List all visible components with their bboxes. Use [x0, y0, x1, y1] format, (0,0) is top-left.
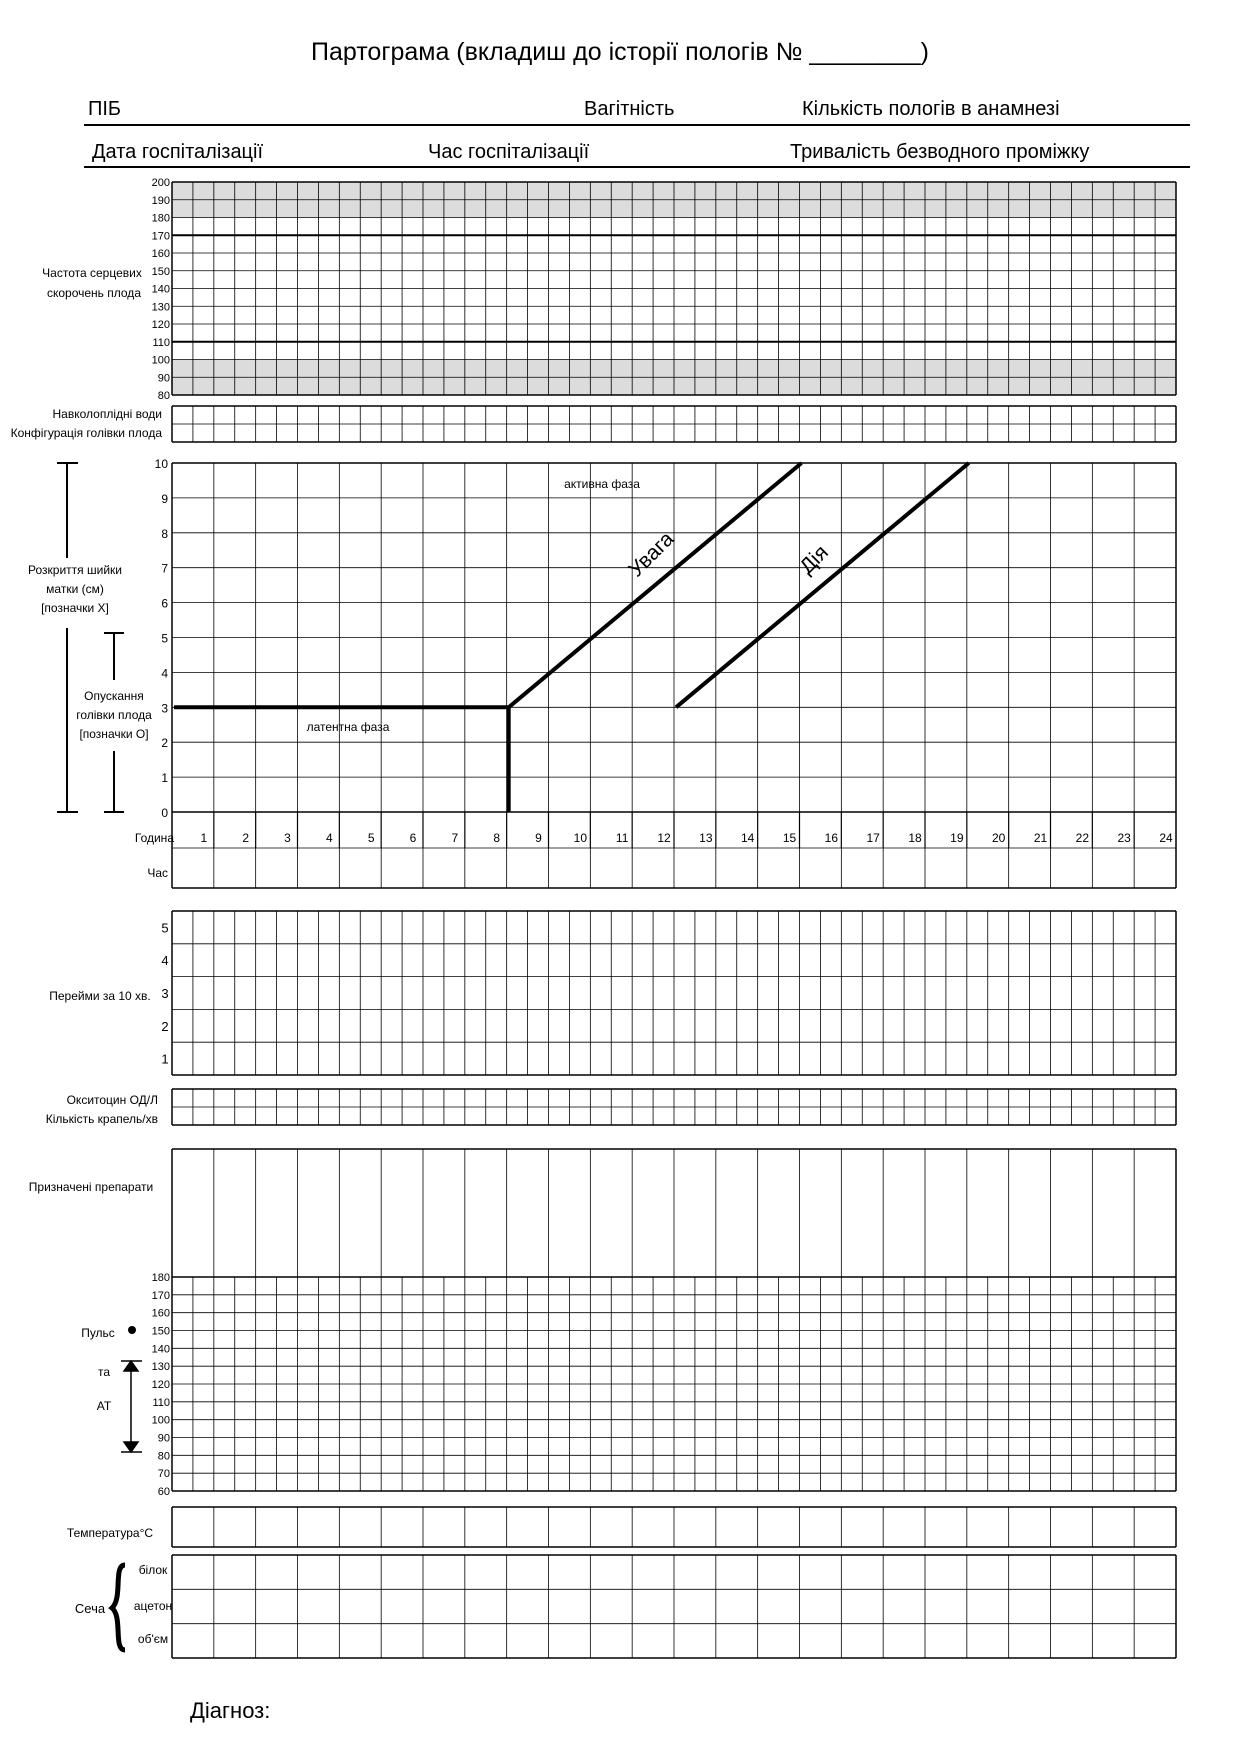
pulse-tick: 120: [151, 1379, 170, 1391]
hour-number: 15: [782, 831, 797, 845]
contractions-grid[interactable]: [172, 911, 1176, 1075]
urine-protein-label: білок: [138, 1563, 168, 1577]
drugs-label: Призначені препарати: [28, 1180, 154, 1194]
descent-bracket: [104, 633, 124, 812]
contraction-tick: 2: [161, 1018, 169, 1034]
hour-number: 16: [824, 831, 839, 845]
urine-acetone-label: ацетон: [133, 1599, 173, 1613]
pulse-label: Пульс: [81, 1326, 115, 1340]
fhr-tick: 180: [151, 212, 170, 225]
cervix-ticks: [155, 457, 169, 820]
cervix-grid[interactable]: [172, 463, 1176, 888]
drugs-section: [29, 1149, 1176, 1277]
fhr-tick: 110: [152, 336, 170, 349]
pulse-ticks: [152, 1272, 170, 1498]
descent-label-3: [позначки О]: [79, 727, 149, 741]
pulse-section: [81, 1272, 1176, 1498]
fhr-tick: 150: [151, 265, 170, 278]
latent-phase-label: латентна фаза: [306, 720, 390, 734]
pulse-tick: 70: [157, 1468, 170, 1481]
pulse-dot-icon: [128, 1326, 136, 1334]
pulse-tick: 140: [151, 1343, 170, 1356]
cervix-tick: 0: [161, 806, 168, 820]
cervix-tick: 8: [161, 526, 168, 541]
temperature-grid[interactable]: [172, 1507, 1176, 1547]
cervix-tick: 3: [161, 701, 168, 716]
admission-date-field[interactable]: Дата госпіталізації: [92, 141, 264, 163]
temperature-label: Температура°С: [66, 1526, 154, 1540]
temperature-section: [67, 1507, 1176, 1547]
dilatation-label-1: Розкриття шийки: [28, 563, 122, 577]
contractions-section: [49, 911, 1176, 1075]
oxytocin-grid[interactable]: [172, 1089, 1176, 1125]
hour-number: 21: [1033, 831, 1048, 845]
pulse-tick: 170: [151, 1289, 170, 1302]
contraction-tick: 5: [161, 920, 169, 936]
fhr-tick: 80: [157, 390, 170, 402]
pulse-tick: 180: [151, 1272, 170, 1284]
fhr-tick: 170: [151, 230, 170, 243]
fhr-tick: 90: [157, 372, 170, 385]
hour-number: 2: [242, 831, 250, 845]
liquor-section: [11, 406, 1176, 442]
liquor-grid[interactable]: [172, 406, 1176, 442]
pulse-tick: 130: [151, 1361, 170, 1374]
action-label: Дія: [795, 540, 833, 579]
fhr-label-2: скорочень плода: [46, 286, 142, 300]
fhr-tick: 100: [151, 354, 170, 367]
cervix-tick: 4: [161, 666, 168, 681]
dilatation-bracket: [57, 463, 78, 812]
hour-number: 5: [367, 831, 375, 845]
dilatation-label-2: матки (см): [46, 582, 104, 596]
fhr-ticks: [152, 177, 170, 402]
admission-time-field[interactable]: Час госпіталізації: [428, 141, 590, 163]
fhr-label: Частота серцевих: [42, 266, 142, 280]
hour-number: 20: [991, 831, 1006, 845]
cervix-tick: 2: [161, 736, 168, 751]
hour-number: 3: [284, 831, 291, 845]
contractions-ticks: [161, 920, 168, 1066]
hour-number: 24: [1159, 831, 1173, 845]
descent-label-1: Опускання: [84, 689, 144, 703]
cervix-tick: 7: [161, 561, 168, 576]
liquor-label: Навколоплідні води: [52, 407, 162, 421]
dilatation-label-3: [позначки Х]: [41, 601, 109, 615]
hour-number: 7: [451, 831, 459, 845]
cervix-section: [28, 457, 1176, 888]
hour-number: 17: [866, 831, 880, 845]
moulding-label: Конфігурація голівки плода: [10, 426, 162, 440]
cervix-tick: 6: [161, 596, 168, 611]
descent-label-2: голівки плода: [76, 708, 152, 722]
cervix-tick: 9: [161, 491, 168, 506]
patient-name-field[interactable]: ПІБ: [88, 98, 122, 120]
urine-section: [75, 1555, 1176, 1658]
hour-number: 10: [573, 831, 588, 845]
hour-number: 14: [740, 831, 755, 845]
fhr-tick: 140: [151, 283, 170, 296]
hour-number: 8: [493, 831, 501, 845]
cervix-tick: 1: [161, 771, 168, 786]
hour-number: 12: [657, 831, 671, 845]
hour-number: 18: [908, 831, 922, 845]
hour-number: 13: [699, 831, 713, 845]
page-title: Партограма (вкладиш до історії пологів № ________): [311, 38, 929, 66]
pulse-tick: 150: [151, 1325, 170, 1338]
diagnosis-label[interactable]: Діагноз:: [190, 1698, 271, 1723]
active-phase-label: активна фаза: [564, 477, 640, 491]
alert-label: Увага: [624, 527, 679, 582]
previous-births-field[interactable]: Кількість пологів в анамнезі: [802, 98, 1060, 120]
fhr-tick: 200: [151, 177, 170, 189]
fhr-tick: 130: [151, 301, 170, 314]
pulse-bp-grid[interactable]: [172, 1277, 1176, 1491]
hour-numbers: [200, 831, 1173, 845]
bp-label: АТ: [96, 1399, 112, 1413]
oxytocin-label: Окситоцин ОД/Л: [66, 1093, 158, 1107]
hour-number: 19: [950, 831, 964, 845]
contraction-tick: 1: [161, 1051, 169, 1067]
pulse-tick: 110: [152, 1396, 170, 1409]
hour-number: 1: [200, 831, 208, 845]
hour-number: 6: [409, 831, 417, 845]
hour-number: 9: [535, 831, 542, 845]
contraction-tick: 4: [161, 953, 169, 969]
drugs-grid[interactable]: [172, 1149, 1176, 1277]
fhr-tick: 120: [151, 319, 170, 331]
hour-number: 11: [615, 831, 629, 845]
urine-brace-icon: [112, 1565, 125, 1650]
time-label: Час: [147, 866, 168, 880]
cervix-tick: 5: [161, 631, 168, 646]
contractions-label: Перейми за 10 хв.: [49, 989, 151, 1003]
cervix-tick: 10: [154, 457, 168, 471]
bp-arrow-icon: [121, 1361, 142, 1452]
hour-number: 23: [1117, 831, 1131, 845]
contraction-tick: 3: [161, 986, 169, 1001]
pulse-tick: 80: [157, 1450, 170, 1463]
pregnancy-field[interactable]: Вагітність: [584, 98, 675, 120]
hour-number: 22: [1075, 831, 1090, 845]
fhr-section: [42, 177, 1176, 402]
pulse-tick: 160: [151, 1307, 170, 1320]
pulse-tick: 100: [151, 1414, 170, 1427]
pulse-tick: 60: [157, 1486, 170, 1498]
urine-volume-label: об'єм: [137, 1632, 169, 1646]
fhr-tick: 160: [151, 248, 170, 260]
urine-grid[interactable]: [172, 1555, 1176, 1658]
hour-number: 4: [325, 831, 333, 845]
membrane-interval-field[interactable]: Тривалість безводного проміжку: [790, 141, 1090, 163]
hour-label: Година: [134, 831, 174, 845]
oxytocin-section: [46, 1089, 1176, 1126]
pulse-tick: 90: [157, 1432, 170, 1445]
drops-label: Кількість крапель/хв: [45, 1112, 158, 1126]
and-label: та: [97, 1365, 111, 1379]
fhr-tick: 190: [151, 194, 170, 207]
urine-label: Сеча: [74, 1601, 106, 1616]
